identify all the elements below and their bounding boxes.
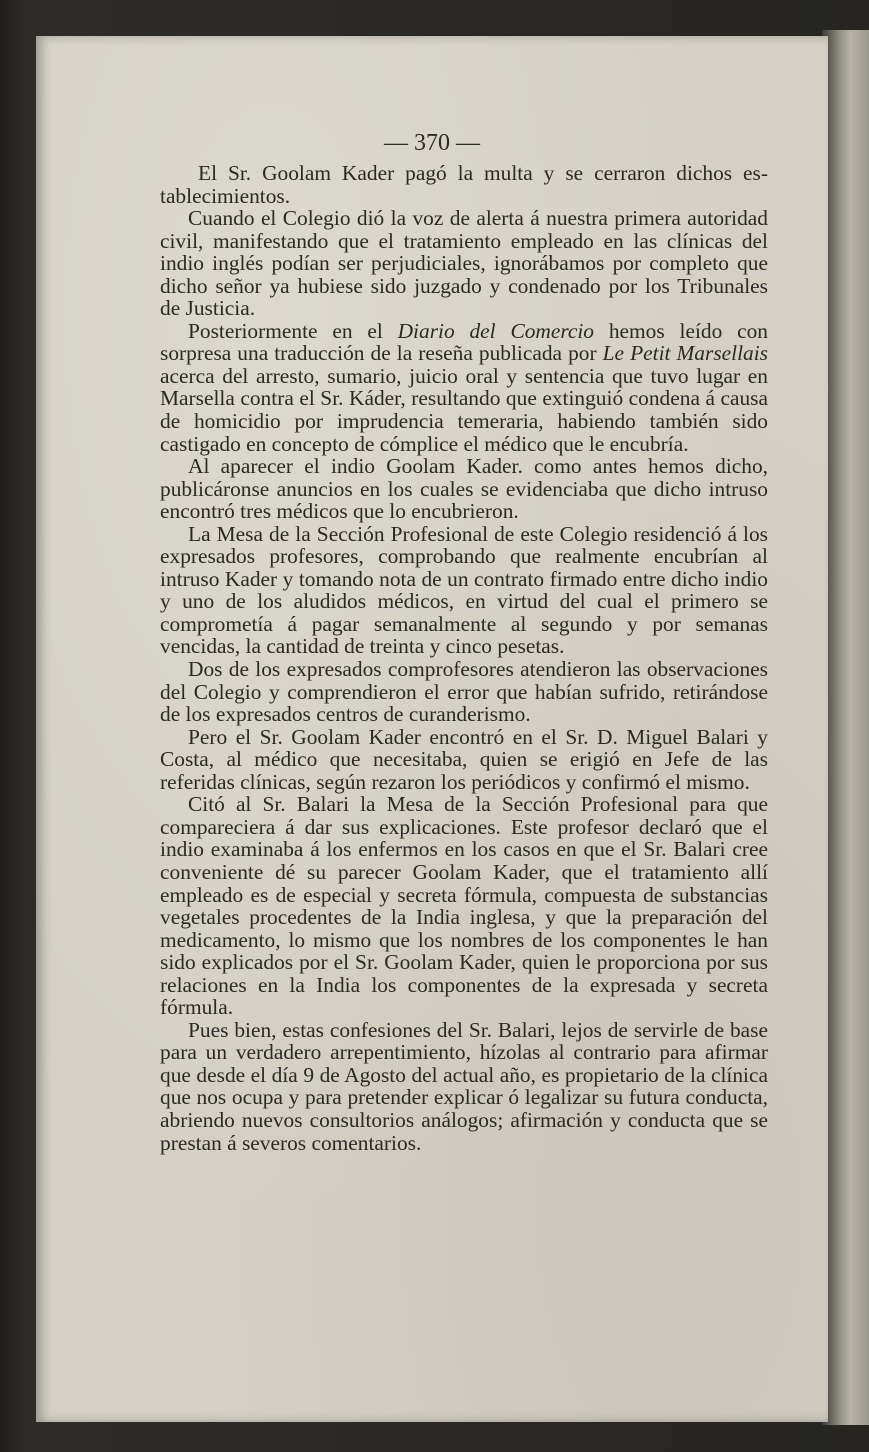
newspaper-title-petit: Le Petit Marsellais (602, 341, 768, 366)
paragraph-9: Pues bien, estas confesiones del Sr. Balari, lejos de servirle de base para un verdadero arrepentimiento, hízolas al contrario para afirmar que desde el día 9 de Agosto del actual año, es propietario de la clínica que nos ocupa y para pretender explicar ó legalizar su futura conducta, abriendo nuevos consultorios análogos; afirmación y conducta que se prestan á severos comentarios. (160, 1017, 768, 1155)
newspaper-title-diario: Diario del Comercio (397, 318, 595, 343)
adjacent-page-edge (822, 30, 869, 1425)
paragraph-1: El Sr. Goolam Kader pagó la multa y se cerraron dichos establecimientos. (160, 161, 768, 208)
paragraph-7: Pero el Sr. Goolam Kader encontró en el Sr. D. Miguel Balari y Costa, al médico que necesitaba, quien se erigió en Jefe de las referidas clínicas, según rezaron los periódicos y confirmó el mismo. (160, 724, 768, 794)
paragraph-4: Al aparecer el indio Goolam Kader. como antes hemos dicho, publicáronse anuncios en los cuales se evidenciaba que dicho intruso encontró tres médicos que lo encubrieron. (160, 454, 768, 524)
paragraph-6: Dos de los expresados comprofesores atendieron las observaciones del Colegio y comprendieron el error que habían sufrido, retirándose de los expresados centros de curanderismo. (160, 657, 768, 727)
body-text (160, 162, 768, 1154)
paragraph-3-text-c: acerca del arresto, sumario, juicio oral y sentencia que tuvo lugar en Marsella contra el Sr. Káder, resultando que extinguió condena á causa de homicidio por imprudencia temeraria, habiendo también sido castigado en concepto de cómplice el médico que le encubría. (160, 363, 768, 456)
paragraph-2: Cuando el Colegio dió la voz de alerta á nuestra primera autoridad civil, manifestando que el tratamiento empleado en las clínicas del indio inglés podían ser perjudiciales, ignorábamos por completo que dicho señor ya hubiese sido juzgado y condenado por los Tribunales de Justicia. (160, 206, 768, 321)
page-number: — 370 — (384, 130, 480, 156)
document-page (36, 36, 828, 1422)
paragraph-3 (160, 320, 768, 455)
paragraph-5: La Mesa de la Sección Profesional de este Colegio residenció á los expresados profesores, comprobando que realmente encubrían al intruso Kader y tomando nota de un contrato firmado entre dicho indio y uno de los aludidos médicos, en virtud del cual el primero se comprometía á pagar semanalmente al segundo y por semanas vencidas, la cantidad de treinta y cinco pesetas. (160, 521, 768, 659)
paragraph-3-text-b: hemos leído con sorpresa una traducción de la reseña publicada por (160, 318, 768, 366)
paragraph-8: Citó al Sr. Balari la Mesa de la Sección Profesional para que compareciera á dar sus explicaciones. Este profesor declaró que el indio examinaba á los enfermos en los casos en que el Sr. Balari cree conveniente dé su parecer Goolam Kader, que el tratamiento allí empleado es de especial y secreta fórmula, compuesta de substancias vegetales procedentes de la India inglesa, y que la preparación del medicamento, lo mismo que los nombres de los componentes le han sido explicados por el Sr. Goolam Kader, quien le proporciona por sus relaciones en la India los componentes de la expresada y secreta fórmula. (160, 792, 768, 1020)
paragraph-3-text-a: Posteriormente en el (188, 318, 398, 343)
